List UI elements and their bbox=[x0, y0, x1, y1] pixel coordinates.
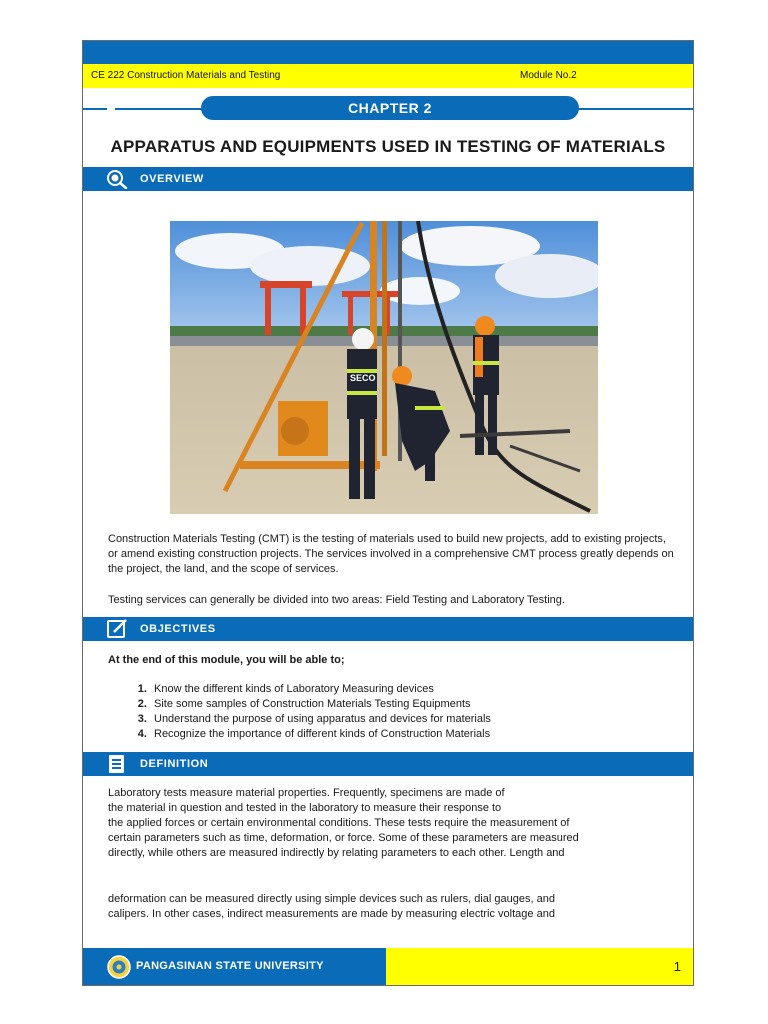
list-item: 3. Understand the purpose of using apparatus and devices for materials bbox=[150, 712, 670, 727]
definition-line: deformation can be measured directly using simple devices such as rulers, dial gauges, and bbox=[108, 893, 555, 905]
chapter-rule-right bbox=[573, 108, 693, 110]
chapter-rule-left bbox=[83, 108, 107, 110]
chapter-rule-left-2 bbox=[115, 108, 205, 110]
header-info-bar bbox=[83, 64, 693, 88]
overview-paragraph-1: Construction Materials Testing (CMT) is the testing of materials used to build new projects, add to existing projects, or amend existing construction projects. The services involved in a comprehensive CMT process greatly depends on the project, the land, and the scope of services. bbox=[108, 533, 674, 575]
header-top-bar bbox=[83, 41, 693, 64]
list-item: 1. Know the different kinds of Laboratory Measuring devices bbox=[150, 682, 670, 697]
objectives-list bbox=[108, 682, 670, 742]
definition-line: the material in question and tested in the laboratory to measure their response to bbox=[108, 802, 502, 814]
definition-line: the applied forces or certain environmental conditions. These tests require the measurement of bbox=[108, 817, 570, 829]
definition-line: directly, while others are measured indirectly by relating parameters to each other. Length and bbox=[108, 847, 565, 859]
worker-vest-text: SECO bbox=[350, 373, 376, 383]
definition-paragraph-a bbox=[108, 786, 678, 861]
definition-line: calipers. In other cases, indirect measurements are made by measuring electric voltage and bbox=[108, 908, 555, 920]
overview-paragraph-2: Testing services can generally be divided into two areas: Field Testing and Laboratory Testing. bbox=[108, 594, 565, 606]
document-page bbox=[82, 40, 694, 986]
pencil-square-icon bbox=[105, 619, 129, 639]
footer-university-bar bbox=[83, 948, 386, 985]
module-number: Module No.2 bbox=[520, 70, 577, 81]
section-header-definition bbox=[83, 752, 693, 776]
section-label-definition: DEFINITION bbox=[140, 758, 209, 770]
list-item: 2. Site some samples of Construction Materials Testing Equipments bbox=[150, 697, 670, 712]
section-header-overview bbox=[83, 167, 693, 191]
definition-paragraph-b bbox=[108, 892, 678, 922]
section-header-objectives bbox=[83, 617, 693, 641]
section-label-overview: OVERVIEW bbox=[140, 173, 204, 185]
definition-line: certain parameters such as time, deformation, or force. Some of these parameters are measured bbox=[108, 832, 579, 844]
field-testing-photo bbox=[170, 221, 598, 514]
footer-page-bar bbox=[386, 948, 693, 985]
page-title: APPARATUS AND EQUIPMENTS USED IN TESTING OF MATERIALS bbox=[110, 137, 666, 156]
document-list-icon bbox=[105, 754, 129, 774]
magnifier-icon bbox=[105, 169, 129, 189]
definition-line: Laboratory tests measure material properties. Frequently, specimens are made of bbox=[108, 787, 505, 799]
university-name: PANGASINAN STATE UNIVERSITY bbox=[136, 960, 324, 972]
list-item: 4. Recognize the importance of different kinds of Construction Materials bbox=[150, 727, 670, 742]
objectives-lead: At the end of this module, you will be able to; bbox=[108, 654, 345, 666]
section-label-objectives: OBJECTIVES bbox=[140, 623, 216, 635]
page-number: 1 bbox=[673, 959, 681, 974]
course-title: CE 222 Construction Materials and Testing bbox=[91, 70, 281, 81]
university-seal-icon bbox=[107, 955, 131, 979]
chapter-badge: CHAPTER 2 bbox=[201, 96, 579, 120]
